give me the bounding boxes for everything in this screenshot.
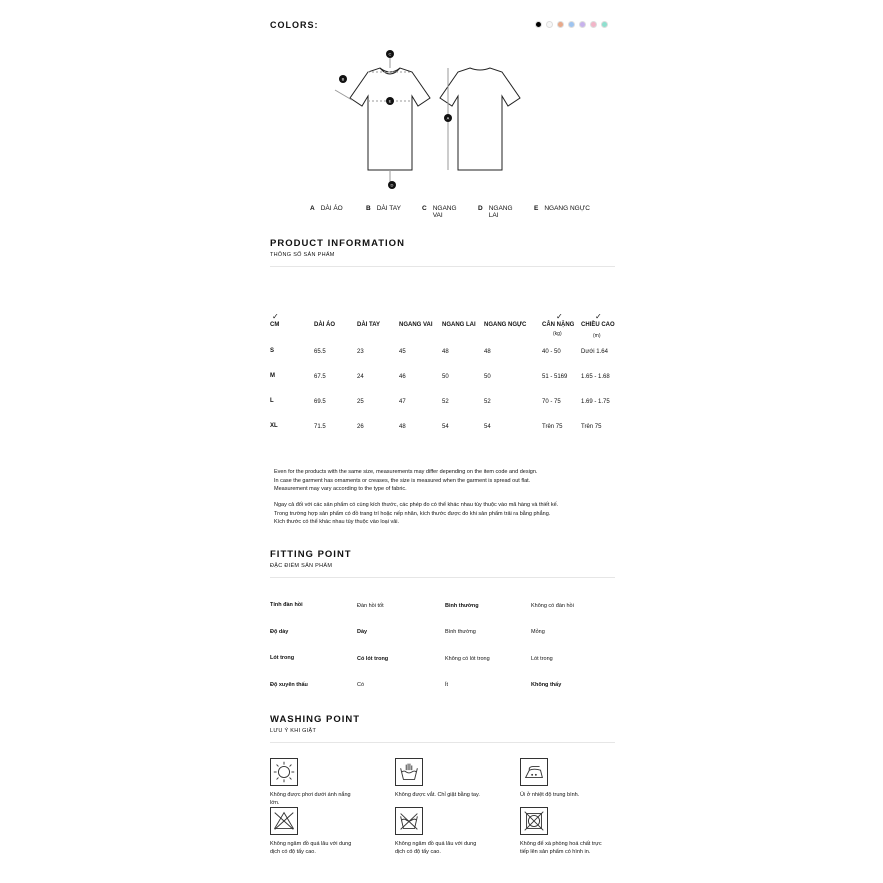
unit-weight: (kg) [553, 331, 562, 337]
fitting-title: FITTING POINT [270, 549, 352, 560]
size-cell: 26 [357, 424, 364, 430]
color-swatch[interactable] [579, 21, 586, 28]
size-cell: 24 [357, 374, 364, 380]
marker-b: B [341, 76, 345, 82]
size-cell: 47 [399, 399, 406, 405]
fitting-option: Bình thường [445, 629, 476, 635]
size-cell: 67.5 [314, 374, 326, 380]
size-cell: 54 [484, 424, 491, 430]
marker-e: E [388, 98, 392, 104]
measurement-legend [310, 205, 590, 219]
product-info-title: PRODUCT INFORMATION [270, 238, 405, 249]
washing-subtitle: LƯU Ý KHI GIẶT [270, 728, 317, 734]
size-table-header: CHIỀU CAO [581, 322, 615, 328]
size-table-header: NGANG LAI [442, 322, 476, 328]
no-sun-dry-icon [270, 758, 298, 786]
color-swatch[interactable] [546, 21, 553, 28]
note-line: Trong trường hợp sản phẩm có đồ trang trí hoặc nếp nhăn, kích thước được đo khi sản phẩm trải ra bằng phẳng. [274, 510, 551, 517]
size-label: XL [270, 423, 278, 429]
marker-d: D [390, 182, 394, 188]
size-label: L [270, 398, 274, 404]
fitting-label: Lót trong [270, 655, 295, 661]
color-swatch[interactable] [557, 21, 564, 28]
note-line: Kích thước có thể khác nhau tùy thuộc vào loại vải. [274, 519, 399, 525]
washing-instruction: Ủi ở nhiệt độ trung bình. [520, 792, 580, 798]
size-table-header: DÀI TAY [357, 322, 381, 328]
fitting-option-selected: Không thấy [531, 682, 562, 688]
divider [270, 577, 615, 578]
washing-instruction: Không ngâm đồ quá lâu với dung dịch có độ tẩy cao. [270, 841, 352, 855]
size-table-header: NGANG VAI [399, 322, 433, 328]
note-line: In case the garment has ornaments or creases, the size is measured when the garment is spread out flat. [274, 477, 531, 484]
size-table-header: CM [270, 322, 280, 328]
fitting-label: Tính đàn hồi [270, 602, 303, 608]
color-swatch[interactable] [601, 21, 608, 28]
fitting-label: Độ dày [270, 628, 289, 635]
marker-a: A [446, 115, 450, 121]
size-cell: 52 [442, 399, 449, 405]
size-cell: 48 [484, 349, 491, 355]
check-icon: ✓ [556, 312, 563, 321]
washing-title: WASHING POINT [270, 714, 361, 725]
divider [270, 742, 615, 743]
notes-english [274, 468, 604, 494]
size-cell: 1.69 - 1.75 [581, 399, 610, 405]
washing-header [270, 714, 360, 734]
size-cell: 25 [357, 399, 364, 405]
fitting-option: Ít [445, 682, 449, 688]
color-swatch[interactable] [590, 21, 597, 28]
size-label: S [270, 348, 275, 354]
fitting-subtitle: ĐẶC ĐIỂM SẢN PHẨM [270, 563, 333, 569]
fitting-header [270, 549, 352, 569]
size-cell: 1.65 - 1.68 [581, 374, 610, 380]
tshirt-back-outline [440, 68, 520, 170]
size-cell: 71.5 [314, 424, 326, 430]
legend-item-c: C NGANG VAI [422, 205, 457, 219]
size-cell: Trên 75 [542, 424, 563, 430]
size-cell: 52 [484, 399, 491, 405]
fitting-option-selected: Dày [357, 629, 368, 635]
colors-title: COLORS: [270, 20, 319, 30]
fitting-option: Lót trong [531, 655, 553, 662]
size-cell: Trên 75 [581, 424, 602, 430]
iron-medium-icon [520, 758, 548, 786]
size-cell: 69.5 [314, 399, 326, 405]
notes-vietnamese [274, 501, 604, 527]
fitting-option: Không có đàn hồi [531, 602, 574, 609]
washing-instruction: Không để xà phòng hoá chất trực tiếp lên sản phẩm có hình in. [520, 841, 602, 855]
size-cell: 54 [442, 424, 449, 430]
fitting-option: Có [357, 682, 365, 688]
product-info-subtitle: THÔNG SỐ SẢN PHẨM [270, 252, 335, 258]
size-cell: 46 [399, 374, 406, 380]
size-cell: 50 [484, 374, 491, 380]
legend-item-b: B DÀI TAY [366, 205, 401, 212]
color-swatch[interactable] [535, 21, 542, 28]
note-line: Even for the products with the same size, measurements may differ depending on the item code and design. [274, 469, 538, 475]
note-line: Ngay cả đối với các sản phẩm có cùng kích thước, các phép đo có thể khác nhau tùy thuộc vào mã hàng và thiết kế. [274, 502, 559, 508]
size-table-header: CÂN NẶNG [542, 322, 575, 328]
washing-instruction: Không được phơi dưới ánh nắng lớn. [270, 792, 351, 806]
size-cell: 70 - 75 [542, 399, 561, 405]
fitting-option: Mỏng [531, 629, 545, 635]
size-cell: 50 [442, 374, 449, 380]
no-soak-icon [395, 807, 423, 835]
size-cell: 48 [399, 424, 406, 430]
fitting-option-selected: Bình thường [445, 602, 479, 609]
check-icon: ✓ [595, 312, 602, 321]
size-table-header: NGANG NGỰC [484, 322, 527, 328]
note-line: Measurement may vary according to the type of fabric. [274, 486, 407, 492]
size-cell: 45 [399, 349, 406, 355]
hand-wash-icon [395, 758, 423, 786]
washing-instruction: Không được vắt. Chỉ giặt bằng tay. [395, 792, 480, 798]
fitting-label: Độ xuyên thấu [270, 681, 308, 688]
no-bleach-icon [270, 807, 298, 835]
washing-instruction: Không ngâm đồ quá lâu với dung dịch có độ tẩy cao. [395, 841, 477, 855]
divider [270, 266, 615, 267]
size-cell: 23 [357, 349, 364, 355]
tshirt-diagram [330, 48, 560, 193]
marker-c: C [388, 51, 392, 57]
size-cell: 51 - 5169 [542, 374, 568, 380]
fitting-option-selected: Có lót trong [357, 655, 389, 662]
size-table-header: DÀI ÁO [314, 322, 335, 328]
product-info-header [270, 238, 405, 258]
size-cell: 65.5 [314, 349, 326, 355]
legend-item-d: D NGANG LAI [478, 205, 513, 219]
size-label: M [270, 373, 275, 379]
tshirt-front-outline [350, 68, 430, 170]
fitting-option: Đàn hồi tốt [357, 602, 384, 609]
size-cell: 40 - 50 [542, 349, 561, 355]
size-cell: Dưới 1.64 [581, 349, 608, 355]
legend-item-a: A DÀI ÁO [310, 205, 343, 212]
fitting-option: Không có lót trong [445, 655, 490, 662]
color-swatches [535, 21, 608, 28]
check-icon: ✓ [272, 312, 279, 321]
color-swatch[interactable] [568, 21, 575, 28]
size-cell: 48 [442, 349, 449, 355]
no-chemical-icon [520, 807, 548, 835]
unit-height: (m) [593, 333, 601, 339]
legend-item-e: E NGANG NGỰC [534, 205, 590, 212]
size-table [270, 312, 615, 442]
